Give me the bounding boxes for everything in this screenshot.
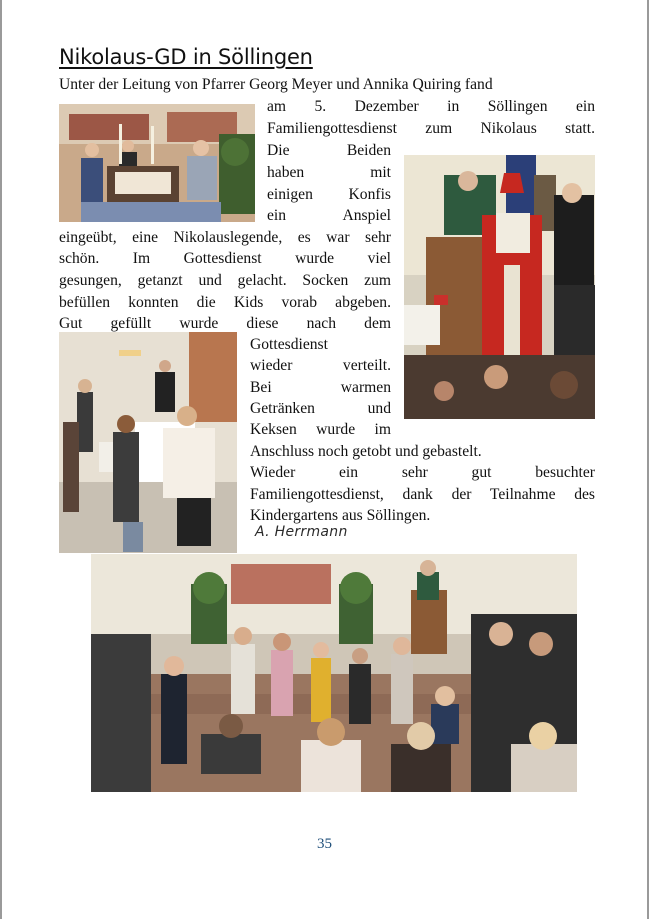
text-line: Gottesdienst xyxy=(250,336,328,353)
text-line: Unter der Leitung von Pfarrer Georg Meyer und Annika Quiring fand xyxy=(59,76,493,93)
text-line: wieder verteilt. xyxy=(250,357,391,374)
photo-altar-scene xyxy=(59,104,255,222)
author-signature: A. Herrmann xyxy=(255,524,348,540)
text-line: Getränken und xyxy=(250,400,391,417)
text-line: ein Anspiel xyxy=(267,207,391,224)
text-line: Keksen wurde im xyxy=(250,421,391,438)
page-border-left xyxy=(0,0,2,919)
text-line: Familiengottesdienst zum Nikolaus statt. xyxy=(267,120,595,137)
text-line: gesungen, getanzt und gelacht. Socken zum xyxy=(59,272,391,289)
text-line: Kindergartens aus Söllingen. xyxy=(250,507,431,524)
text-line: Gut gefüllt wurde diese nach dem xyxy=(59,315,391,332)
text-line: befüllen konnten die Kids vorab abgeben. xyxy=(59,294,391,311)
text-line: eingeübt, eine Nikolauslegende, es war sehr xyxy=(59,229,391,246)
page-number: 35 xyxy=(317,836,332,852)
text-line: Die Beiden xyxy=(267,142,391,159)
photo-table-crafts xyxy=(59,332,237,553)
text-line: Familiengottesdienst, dank der Teilnahme des xyxy=(250,486,595,503)
text-line: haben mit xyxy=(267,164,391,181)
text-line: Bei warmen xyxy=(250,379,391,396)
text-line: am 5. Dezember in Söllingen ein xyxy=(267,98,595,115)
text-line: schön. Im Gottesdienst wurde viel xyxy=(59,250,391,267)
text-line: Anschluss noch getobt und gebastelt. xyxy=(250,443,482,460)
photo-children-dancing xyxy=(91,554,577,792)
article-title: Nikolaus-GD in Söllingen xyxy=(59,45,313,69)
text-line: einigen Konfis xyxy=(267,186,391,203)
text-line: Wieder ein sehr gut besuchter xyxy=(250,464,595,481)
photo-nikolaus-pulpit xyxy=(404,155,595,419)
